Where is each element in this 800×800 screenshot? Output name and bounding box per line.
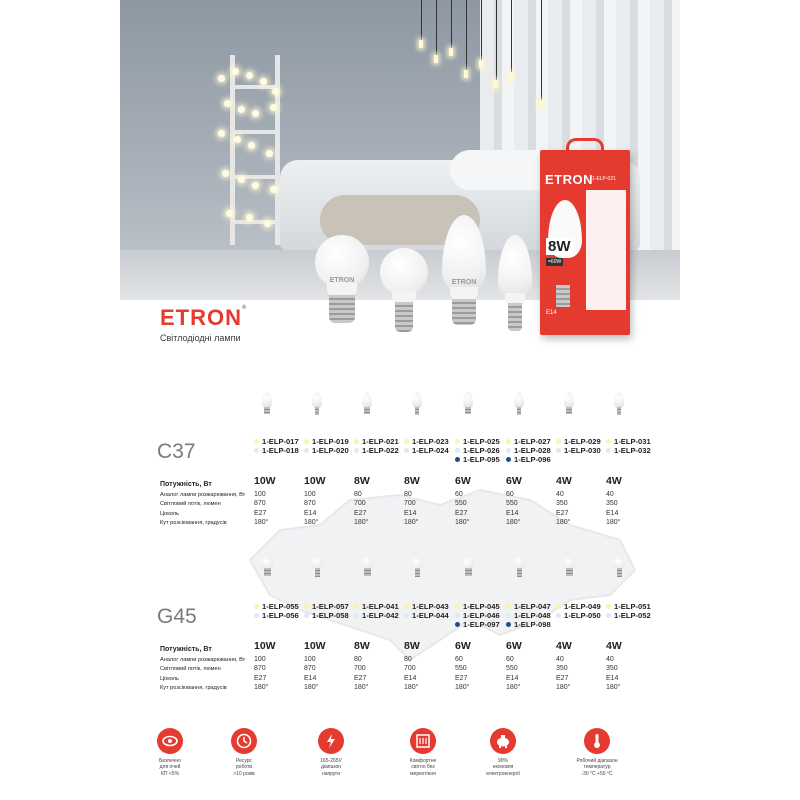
spec-flux: 700 xyxy=(354,500,366,507)
spec-power: 6W xyxy=(455,640,471,652)
spec-flux: 870 xyxy=(254,500,266,507)
product-code-text: 1-ELP-021 xyxy=(362,437,399,446)
feature-item xyxy=(468,728,538,777)
product-code-text: 1-ELP-018 xyxy=(262,446,299,455)
spec-socket: E27 xyxy=(455,510,468,517)
product-column xyxy=(354,390,406,535)
fairy-light xyxy=(232,68,239,75)
spec-angle: 180° xyxy=(606,684,621,691)
product-code-text: 1-ELP-096 xyxy=(514,455,551,464)
brand-subtitle: Світлодіодні лампи xyxy=(160,333,241,343)
spec-angle: 180° xyxy=(354,684,369,691)
product-code xyxy=(304,611,349,620)
spec-flux: 870 xyxy=(304,665,316,672)
product-code xyxy=(304,446,349,455)
spec-flux: 700 xyxy=(404,665,416,672)
product-column xyxy=(506,555,558,700)
warm-light-dot-icon xyxy=(556,439,561,444)
spec-socket: E14 xyxy=(606,675,619,682)
cool-light-dot-icon xyxy=(354,448,359,453)
product-code xyxy=(354,437,399,446)
product-code xyxy=(404,446,449,455)
product-code-text: 1-ELP-017 xyxy=(262,437,299,446)
spec-angle: 180° xyxy=(556,684,571,691)
fairy-light xyxy=(252,182,259,189)
pendant-cord xyxy=(436,0,437,55)
product-column xyxy=(254,390,306,535)
product-code-text: 1-ELP-095 xyxy=(463,455,500,464)
product-code-text: 1-ELP-029 xyxy=(564,437,601,446)
spec-socket: E27 xyxy=(556,510,569,517)
brand-registered-mark: ® xyxy=(242,305,248,311)
pendant-cord xyxy=(541,0,542,100)
product-code-text: 1-ELP-056 xyxy=(262,611,299,620)
product-code-text: 1-ELP-047 xyxy=(514,602,551,611)
product-code-text: 1-ELP-042 xyxy=(362,611,399,620)
product-code xyxy=(304,437,349,446)
bulb-g45-e27 xyxy=(315,235,369,330)
feature-text: Ресурс роботи >10 років xyxy=(233,758,255,777)
section-label-g45: G45 xyxy=(157,605,197,628)
product-column xyxy=(455,390,507,535)
product-code xyxy=(506,620,551,629)
warm-light-dot-icon xyxy=(606,604,611,609)
warm-light-dot-icon xyxy=(404,604,409,609)
spec-power: 4W xyxy=(556,475,572,487)
bulb-brand-c37: ETRON xyxy=(451,279,477,286)
cool-light-dot-icon xyxy=(556,448,561,453)
product-code xyxy=(606,446,651,455)
spec-power: 4W xyxy=(606,475,622,487)
blue-light-dot-icon xyxy=(506,457,511,462)
product-code xyxy=(254,446,299,455)
fairy-light xyxy=(224,100,231,107)
spec-angle: 180° xyxy=(404,519,419,526)
fairy-light xyxy=(246,72,253,79)
row-label-analog: Аналог лампи розжарювання, Вт xyxy=(160,657,246,663)
spec-angle: 180° xyxy=(606,519,621,526)
pendant-cord xyxy=(451,0,452,48)
product-code-text: 1-ELP-043 xyxy=(412,602,449,611)
warm-light-dot-icon xyxy=(455,439,460,444)
product-column xyxy=(404,555,456,700)
product-code-text: 1-ELP-046 xyxy=(463,611,500,620)
product-code-text: 1-ELP-050 xyxy=(564,611,601,620)
spec-flux: 350 xyxy=(556,500,568,507)
spec-socket: E14 xyxy=(606,510,619,517)
spec-analog: 40 xyxy=(556,491,564,498)
spec-analog: 80 xyxy=(354,491,362,498)
product-code xyxy=(354,446,399,455)
fairy-light xyxy=(264,220,271,227)
spec-analog: 80 xyxy=(404,491,412,498)
spec-power: 10W xyxy=(304,475,326,487)
pendant-bulb xyxy=(434,55,438,63)
spec-analog: 40 xyxy=(556,656,564,663)
spec-power: 10W xyxy=(254,640,276,652)
feature-item xyxy=(388,728,458,777)
product-column xyxy=(606,555,658,700)
fairy-light xyxy=(238,176,245,183)
bulb-brand: ETRON xyxy=(329,277,355,284)
fairy-light xyxy=(248,142,255,149)
spec-flux: 350 xyxy=(556,665,568,672)
bulb-c37-e14 xyxy=(498,235,532,335)
spec-power: 6W xyxy=(455,475,471,487)
pendant-bulb xyxy=(479,60,483,68)
pendant-bulb xyxy=(419,40,423,48)
cool-light-dot-icon xyxy=(354,613,359,618)
spec-socket: E27 xyxy=(354,510,367,517)
spec-analog: 60 xyxy=(455,491,463,498)
fairy-light xyxy=(238,106,245,113)
cool-light-dot-icon xyxy=(506,448,511,453)
warm-light-dot-icon xyxy=(354,439,359,444)
spec-flux: 550 xyxy=(455,665,467,672)
fairy-light xyxy=(260,78,267,85)
box-side-panel xyxy=(586,190,626,310)
product-code-text: 1-ELP-058 xyxy=(312,611,349,620)
product-code xyxy=(506,437,551,446)
product-code xyxy=(556,446,601,455)
flicker-icon xyxy=(410,728,436,754)
feature-text: Робочий діапазон температур -30 °C +50 °C xyxy=(576,758,618,777)
product-code-text: 1-ELP-032 xyxy=(614,446,651,455)
spec-power: 10W xyxy=(304,640,326,652)
blue-light-dot-icon xyxy=(455,622,460,627)
product-code xyxy=(455,446,500,455)
spec-flux: 870 xyxy=(254,665,266,672)
product-code xyxy=(606,611,651,620)
eye-icon xyxy=(157,728,183,754)
product-code xyxy=(556,611,601,620)
row-label-socket: Цоколь xyxy=(160,511,179,517)
cool-light-dot-icon xyxy=(606,448,611,453)
warm-light-dot-icon xyxy=(254,604,259,609)
box-code: 1-ELP-021 xyxy=(592,176,616,182)
spec-analog: 80 xyxy=(404,656,412,663)
warm-light-dot-icon xyxy=(506,439,511,444)
product-code-text: 1-ELP-051 xyxy=(614,602,651,611)
box-socket-label: E14 xyxy=(546,310,557,316)
product-code-text: 1-ELP-045 xyxy=(463,602,500,611)
product-code-text: 1-ELP-022 xyxy=(362,446,399,455)
product-code xyxy=(404,602,449,611)
spec-analog: 40 xyxy=(606,491,614,498)
pendant-cord xyxy=(466,0,467,70)
box-socket-illustration xyxy=(556,285,570,307)
row-label-power: Потужність, Вт xyxy=(160,481,212,488)
spec-angle: 180° xyxy=(455,684,470,691)
pendant-bulb xyxy=(494,80,498,88)
product-code xyxy=(354,611,399,620)
product-code-text: 1-ELP-028 xyxy=(514,446,551,455)
product-code xyxy=(506,611,551,620)
row-label-flux: Світловий потік, люмен xyxy=(160,501,221,507)
cool-light-dot-icon xyxy=(304,613,309,618)
spec-socket: E14 xyxy=(404,510,417,517)
spec-socket: E14 xyxy=(404,675,417,682)
product-column xyxy=(556,390,608,535)
spec-angle: 180° xyxy=(304,519,319,526)
row-label-angle: Кут розсіювання, градусів xyxy=(160,685,227,691)
cool-light-dot-icon xyxy=(254,448,259,453)
product-code xyxy=(556,437,601,446)
product-code-text: 1-ELP-048 xyxy=(514,611,551,620)
spec-analog: 60 xyxy=(455,656,463,663)
product-column xyxy=(506,390,558,535)
cool-light-dot-icon xyxy=(304,448,309,453)
pendant-bulb xyxy=(464,70,468,78)
box-hanger xyxy=(566,138,604,152)
spec-socket: E14 xyxy=(506,510,519,517)
product-box xyxy=(540,150,630,335)
bulb-c37-e27 xyxy=(442,215,486,330)
cool-light-dot-icon xyxy=(556,613,561,618)
row-label-angle: Кут розсіювання, градусів xyxy=(160,520,227,526)
spec-socket: E27 xyxy=(354,675,367,682)
warm-light-dot-icon xyxy=(404,439,409,444)
spec-socket: E14 xyxy=(304,675,317,682)
spec-flux: 350 xyxy=(606,500,618,507)
product-code xyxy=(606,437,651,446)
spec-analog: 80 xyxy=(354,656,362,663)
product-code-text: 1-ELP-057 xyxy=(312,602,349,611)
fairy-light xyxy=(246,214,253,221)
fairy-light xyxy=(270,186,277,193)
cool-light-dot-icon xyxy=(254,613,259,618)
product-code-text: 1-ELP-044 xyxy=(412,611,449,620)
spec-flux: 550 xyxy=(506,500,518,507)
product-code xyxy=(455,620,500,629)
product-code xyxy=(455,611,500,620)
spec-angle: 180° xyxy=(254,519,269,526)
spec-analog: 100 xyxy=(254,656,266,663)
blue-light-dot-icon xyxy=(506,622,511,627)
cool-light-dot-icon xyxy=(455,448,460,453)
brand-name: ETRON xyxy=(160,305,242,330)
spec-flux: 870 xyxy=(304,500,316,507)
spec-power: 10W xyxy=(254,475,276,487)
spec-power: 4W xyxy=(556,640,572,652)
spec-angle: 180° xyxy=(556,519,571,526)
product-column xyxy=(606,390,658,535)
product-code xyxy=(404,611,449,620)
spec-flux: 550 xyxy=(455,500,467,507)
product-code-text: 1-ELP-055 xyxy=(262,602,299,611)
product-code xyxy=(606,602,651,611)
cool-light-dot-icon xyxy=(404,613,409,618)
blue-light-dot-icon xyxy=(455,457,460,462)
warm-light-dot-icon xyxy=(354,604,359,609)
product-code xyxy=(506,446,551,455)
fairy-light xyxy=(218,75,225,82)
spec-power: 8W xyxy=(354,475,370,487)
product-code xyxy=(254,611,299,620)
product-bulbs xyxy=(300,215,560,325)
spec-power: 6W xyxy=(506,475,522,487)
warm-light-dot-icon xyxy=(606,439,611,444)
fairy-light xyxy=(226,210,233,217)
product-code xyxy=(455,455,500,464)
product-code-text: 1-ELP-041 xyxy=(362,602,399,611)
product-code xyxy=(455,602,500,611)
spec-analog: 60 xyxy=(506,491,514,498)
product-code xyxy=(404,437,449,446)
pendant-bulb xyxy=(449,48,453,56)
spec-analog: 100 xyxy=(254,491,266,498)
fairy-light xyxy=(222,170,229,177)
product-column xyxy=(455,555,507,700)
product-code-text: 1-ELP-027 xyxy=(514,437,551,446)
spec-power: 6W xyxy=(506,640,522,652)
feature-item xyxy=(209,728,279,777)
row-label-power: Потужність, Вт xyxy=(160,646,212,653)
spec-angle: 180° xyxy=(254,684,269,691)
warm-light-dot-icon xyxy=(304,604,309,609)
spec-socket: E27 xyxy=(254,675,267,682)
product-code xyxy=(354,602,399,611)
product-column xyxy=(304,390,356,535)
product-code-text: 1-ELP-049 xyxy=(564,602,601,611)
bulb-g45-e14 xyxy=(380,248,428,338)
spec-socket: E14 xyxy=(506,675,519,682)
product-code-text: 1-ELP-052 xyxy=(614,611,651,620)
product-code xyxy=(304,602,349,611)
spec-power: 8W xyxy=(404,640,420,652)
box-wattage: 8W xyxy=(548,238,571,255)
fairy-light xyxy=(234,136,241,143)
fairy-light xyxy=(266,150,273,157)
spec-analog: 40 xyxy=(606,656,614,663)
product-code-text: 1-ELP-020 xyxy=(312,446,349,455)
product-column xyxy=(354,555,406,700)
product-code xyxy=(556,602,601,611)
cool-light-dot-icon xyxy=(506,613,511,618)
pendant-cord xyxy=(481,0,482,60)
spec-power: 8W xyxy=(404,475,420,487)
feature-item xyxy=(135,728,205,777)
spec-angle: 180° xyxy=(506,684,521,691)
feature-text: 90% економія електроенергії xyxy=(486,758,520,777)
box-logo: ETRON xyxy=(545,172,593,187)
fairy-light xyxy=(252,110,259,117)
spec-socket: E27 xyxy=(556,675,569,682)
product-code xyxy=(506,602,551,611)
feature-item xyxy=(296,728,366,777)
decor-ladder xyxy=(230,55,280,245)
warm-light-dot-icon xyxy=(506,604,511,609)
feature-text: 165-265V діапазон напруги xyxy=(320,758,342,777)
product-code xyxy=(455,437,500,446)
spec-angle: 180° xyxy=(506,519,521,526)
product-code-text: 1-ELP-097 xyxy=(463,620,500,629)
cool-light-dot-icon xyxy=(404,448,409,453)
pendant-cord xyxy=(496,0,497,80)
spec-flux: 700 xyxy=(404,500,416,507)
product-code-text: 1-ELP-025 xyxy=(463,437,500,446)
spec-power: 4W xyxy=(606,640,622,652)
clock-icon xyxy=(231,728,257,754)
product-code-text: 1-ELP-031 xyxy=(614,437,651,446)
spec-power: 8W xyxy=(354,640,370,652)
warm-light-dot-icon xyxy=(455,604,460,609)
spec-flux: 700 xyxy=(354,665,366,672)
product-code xyxy=(254,437,299,446)
feature-item xyxy=(562,728,632,777)
pendant-cord xyxy=(421,0,422,40)
warm-light-dot-icon xyxy=(254,439,259,444)
lightning-icon xyxy=(318,728,344,754)
spec-socket: E27 xyxy=(455,675,468,682)
pendant-cord xyxy=(511,0,512,72)
warm-light-dot-icon xyxy=(556,604,561,609)
spec-angle: 180° xyxy=(455,519,470,526)
feature-text: Безпечно для очей КП <5% xyxy=(159,758,181,777)
product-column xyxy=(556,555,608,700)
thermometer-icon xyxy=(584,728,610,754)
row-label-analog: Аналог лампи розжарювання, Вт xyxy=(160,492,246,498)
cool-light-dot-icon xyxy=(606,613,611,618)
pendant-bulb xyxy=(509,72,513,80)
fairy-light xyxy=(218,130,225,137)
product-column xyxy=(404,390,456,535)
spec-analog: 100 xyxy=(304,491,316,498)
spec-socket: E27 xyxy=(254,510,267,517)
spec-analog: 100 xyxy=(304,656,316,663)
spec-socket: E14 xyxy=(304,510,317,517)
fairy-light xyxy=(272,88,279,95)
product-code-text: 1-ELP-098 xyxy=(514,620,551,629)
product-code-text: 1-ELP-019 xyxy=(312,437,349,446)
row-label-socket: Цоколь xyxy=(160,676,179,682)
spec-flux: 350 xyxy=(606,665,618,672)
feature-text: Комфортне світло без мерехтіння xyxy=(409,758,437,777)
product-code xyxy=(506,455,551,464)
spec-angle: 180° xyxy=(354,519,369,526)
product-column xyxy=(254,555,306,700)
product-code-text: 1-ELP-030 xyxy=(564,446,601,455)
spec-angle: 180° xyxy=(304,684,319,691)
product-code-text: 1-ELP-024 xyxy=(412,446,449,455)
spec-analog: 60 xyxy=(506,656,514,663)
product-column xyxy=(304,555,356,700)
row-label-flux: Світловий потік, люмен xyxy=(160,666,221,672)
spec-flux: 550 xyxy=(506,665,518,672)
box-equivalent: =60W xyxy=(548,259,562,265)
product-code-text: 1-ELP-023 xyxy=(412,437,449,446)
product-code xyxy=(254,602,299,611)
product-code-text: 1-ELP-026 xyxy=(463,446,500,455)
cool-light-dot-icon xyxy=(455,613,460,618)
pendant-bulb xyxy=(539,100,543,108)
brand-logo xyxy=(160,305,247,331)
warm-light-dot-icon xyxy=(304,439,309,444)
section-label-c37: C37 xyxy=(157,440,196,463)
spec-angle: 180° xyxy=(404,684,419,691)
piggy-bank-icon xyxy=(490,728,516,754)
fairy-light xyxy=(270,104,277,111)
